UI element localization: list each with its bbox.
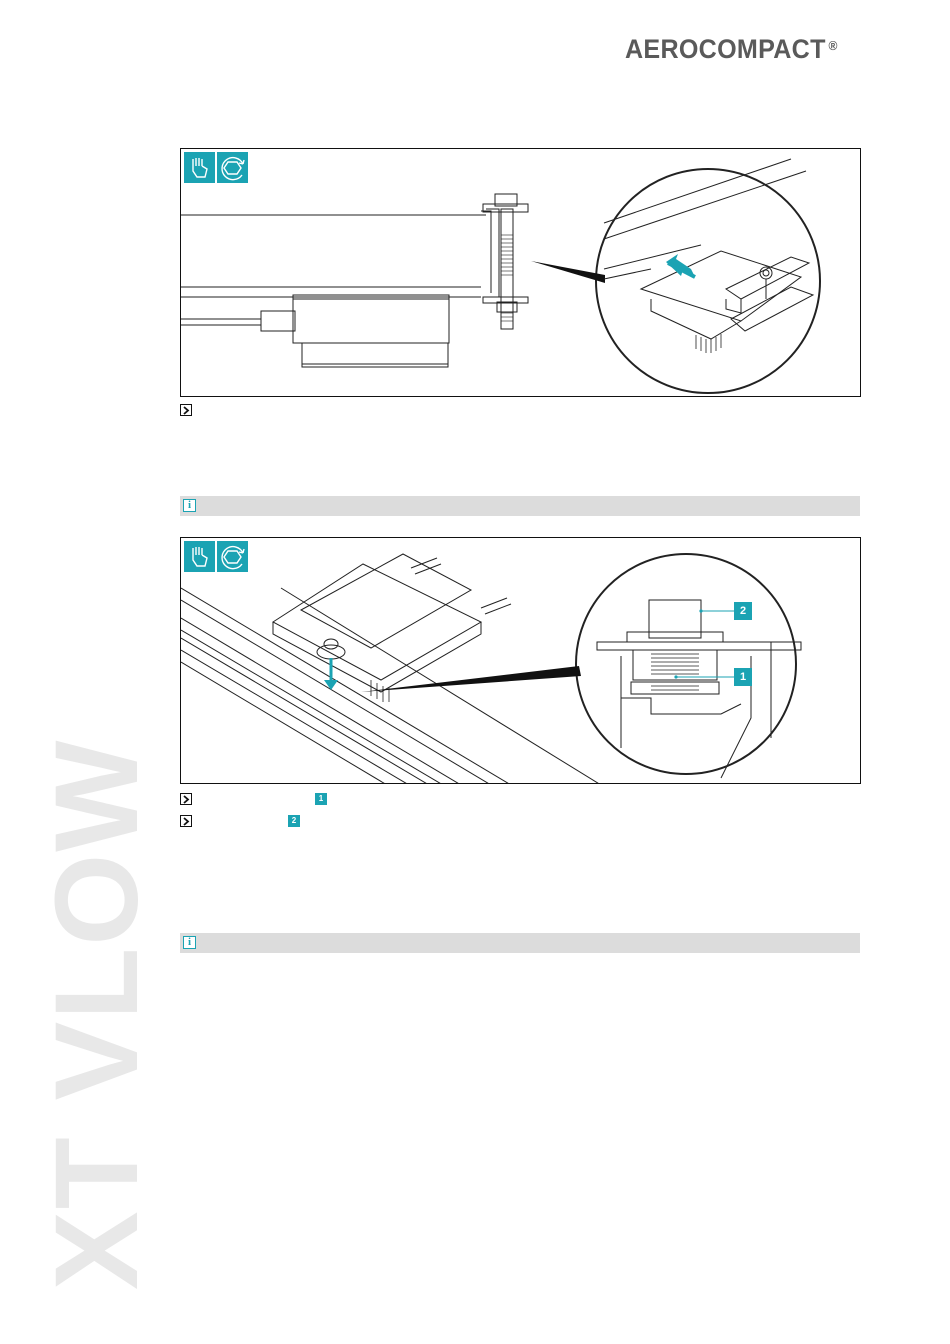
instruction-step xyxy=(180,404,192,418)
brand-logo xyxy=(625,34,838,65)
brand-name: AEROCOMPACT xyxy=(625,34,826,64)
info-icon: i xyxy=(183,499,196,512)
hand-tighten-icon xyxy=(184,541,215,572)
chevron-right-icon xyxy=(180,404,192,416)
figure-clamp-detail xyxy=(180,537,861,784)
step-ref-badge: 2 xyxy=(288,815,300,827)
hand-tighten-icon xyxy=(184,152,215,183)
nut-rotate-icon xyxy=(217,152,248,183)
figure-rail-assembly xyxy=(180,148,861,397)
callout-badge-2: 2 xyxy=(734,602,752,620)
nut-rotate-icon xyxy=(217,541,248,572)
callout-badge-1: 1 xyxy=(734,668,752,686)
chevron-right-icon xyxy=(180,815,192,827)
step-ref-badge: 1 xyxy=(315,793,327,805)
instruction-step xyxy=(180,815,340,829)
info-icon: i xyxy=(183,936,196,949)
illustration-side-view xyxy=(181,149,861,397)
instruction-step xyxy=(180,793,340,807)
illustration-rail-and-clamp xyxy=(181,538,861,784)
registered-mark: ® xyxy=(828,38,838,53)
info-note-bar xyxy=(180,933,860,953)
chevron-right-icon xyxy=(180,793,192,805)
info-note-bar xyxy=(180,496,860,516)
product-side-title: XT VLOW xyxy=(31,738,163,1290)
